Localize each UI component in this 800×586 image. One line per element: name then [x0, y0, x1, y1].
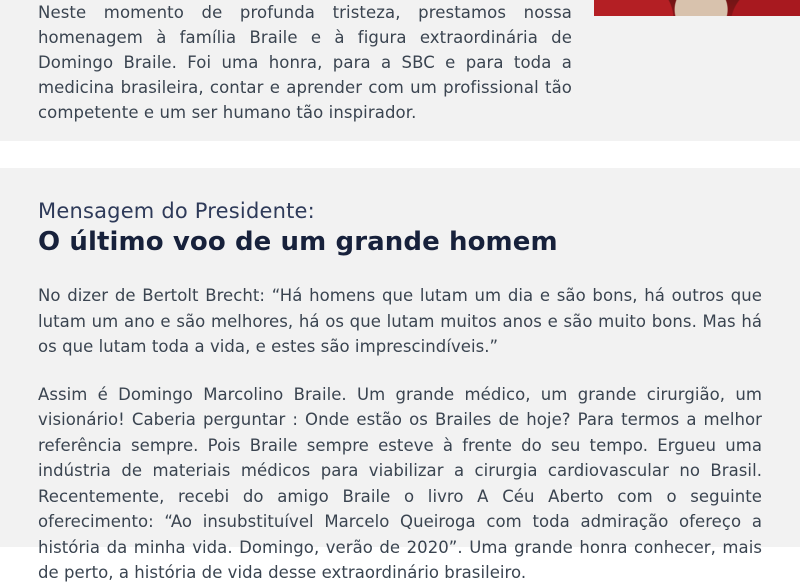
- message-paragraph-2: Assim é Domingo Marcolino Braile. Um grande médico, um grande cirurgião, um visionário! Caberia perguntar : Onde estão os Brailes de hoje? Para termos a melhor referência sempre. Pois Braile sempre esteve à frente do seu tempo. Ergueu uma indústria de materiais médicos para viabilizar a cirurgia cardiovascular no Brasil. Recentemente, recebi do amigo Braile o livro A Céu Aberto com o seguinte oferecimento: “Ao insubstituível Marcelo Queiroga com toda admiração ofereço a história da minha vida. Domingo, verão de 2020”. Uma grande honra conhecer, mais de perto, a história de vida desse extraordinário brasileiro.: [38, 384, 762, 582]
- message-content: [38, 168, 762, 586]
- message-eyebrow: Mensagem do Presidente:: [38, 199, 315, 223]
- message-paragraph-1: No dizer de Bertolt Brecht: “Há homens que lutam um dia e são bons, há outros que lutam um ano e são melhores, há os que lutam muitos anos e são muito bons. Mas há os que lutam toda a vida, e estes são imprescindíveis.”: [38, 286, 762, 356]
- president-message-section: [0, 168, 800, 582]
- honoree-photo: [594, 0, 800, 16]
- section-divider: [0, 141, 800, 168]
- message-headline: O último voo de um grande homem: [38, 227, 558, 257]
- photo-overlay: [594, 0, 800, 16]
- tribute-text-block: [38, 0, 572, 125]
- tribute-section: [0, 0, 800, 141]
- tribute-paragraph: Neste momento de profunda tristeza, prestamos nossa homenagem à família Braile e à figura extraordinária de Domingo Braile. Foi uma honra, para a SBC e para toda a medicina brasileira, contar e aprender com um profissional tão competente e um ser humano tão inspirador.: [38, 3, 572, 122]
